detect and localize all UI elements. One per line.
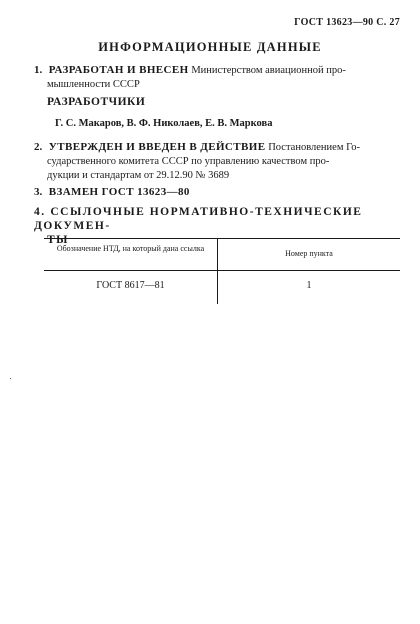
section-3	[34, 185, 400, 199]
section-1-text-line1: Министерством авиационной про-	[191, 65, 346, 76]
section-1-number: 1.	[34, 64, 43, 76]
table-header-ntd: Обозначение НТД, на который дана ссылка	[56, 244, 205, 253]
section-3-number: 3.	[34, 186, 43, 198]
section-3-heading: ВЗАМЕН ГОСТ 13623—80	[48, 186, 190, 198]
table-cell-ntd: ГОСТ 8617—81	[96, 280, 165, 291]
section-1-text-line2: мышленности СССР	[47, 79, 140, 90]
section-1	[34, 63, 400, 92]
developers-names: Г. С. Макаров, В. Ф. Николаев, Е. В. Маркова	[55, 118, 273, 129]
section-2-number: 2.	[34, 141, 43, 153]
scan-speck	[10, 378, 11, 379]
table-header-clause: Номер пункта	[285, 249, 333, 258]
table-column-divider	[217, 238, 218, 304]
section-1-heading: РАЗРАБОТАН И ВНЕСЕН	[48, 64, 189, 76]
section-2-text-line1: Постановлением Го-	[268, 142, 360, 153]
section-2	[34, 140, 400, 183]
page-title: ИНФОРМАЦИОННЫЕ ДАННЫЕ	[98, 40, 322, 54]
standard-page-reference: ГОСТ 13623—90 С. 27	[294, 17, 400, 28]
section-4-number: 4.	[34, 206, 46, 218]
section-2-text-line2: сударственного комитета СССР по управлению качеством про-	[47, 156, 330, 167]
section-2-text-line3: дукции и стандартам от 29.12.90 № 3689	[47, 170, 230, 181]
section-4-heading-line1: ССЫЛОЧНЫЕ НОРМАТИВНО-ТЕХНИЧЕСКИЕ ДОКУМЕН-	[34, 206, 363, 232]
section-4-heading-line2: ТЫ	[47, 234, 69, 246]
table-header-rule	[44, 270, 400, 271]
table-cell-clause: 1	[306, 280, 312, 291]
references-table	[44, 238, 400, 304]
section-2-heading: УТВЕРЖДЕН И ВВЕДЕН В ДЕЙСТВИЕ	[48, 141, 266, 153]
table-top-rule	[44, 238, 400, 239]
developers-label: РАЗРАБОТЧИКИ	[47, 96, 146, 108]
